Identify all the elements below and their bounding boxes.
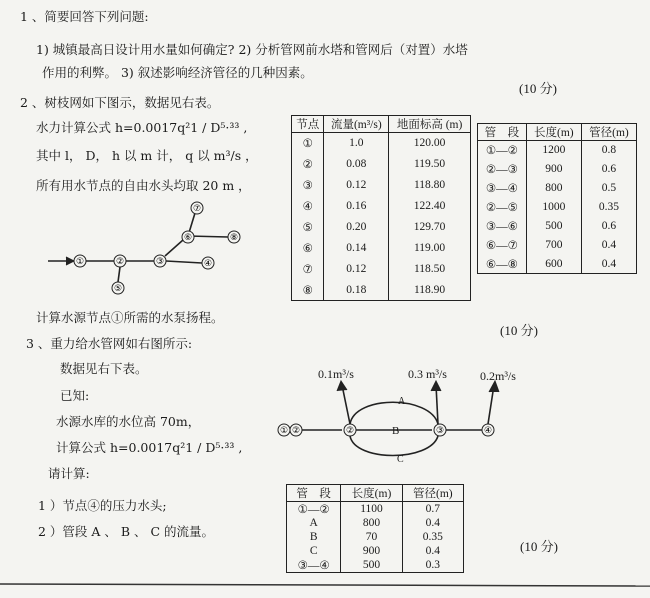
q3-loop-diagram <box>302 381 499 456</box>
table-cell: ② <box>292 154 324 175</box>
q2-node-4-label: ④ <box>203 259 213 269</box>
table-cell: 1.0 <box>324 133 389 154</box>
table-cell: ①—② <box>287 502 341 517</box>
table-cell: 0.6 <box>581 160 636 179</box>
table-cell: 0.20 <box>324 217 389 238</box>
table-header-cell: 管径(m) <box>402 485 463 502</box>
q2-node-3-label: ③ <box>155 257 165 267</box>
q2-score: (10 分) <box>500 323 538 338</box>
q3-node-1-label: ① <box>279 426 289 436</box>
table-cell: 118.50 <box>389 259 471 280</box>
q2-tree-diagram <box>48 213 228 282</box>
q2-node-1-label: ① <box>75 257 85 267</box>
q2-task: 计算水源节点①所需的水泵扬程。 <box>36 310 224 325</box>
pipe-3-4 <box>166 261 202 263</box>
table-cell: B <box>287 530 341 544</box>
q3-node-4-label: ④ <box>483 426 493 436</box>
q3-task1: 1 ）节点④的压力水头; <box>38 498 167 513</box>
table-cell: 119.50 <box>389 154 471 175</box>
q3-data-note: 数据见右下表。 <box>60 361 148 376</box>
q1-title: 1 、简要回答下列问题: <box>20 9 149 24</box>
pipe-a <box>350 402 438 424</box>
table-cell: 500 <box>341 558 402 573</box>
q2-units: 其中 l， D， h 以 m 计， q 以 m³/s ， <box>36 148 258 163</box>
q2-node-7-label: ⑦ <box>192 204 202 214</box>
table-cell: ③—④ <box>287 558 341 573</box>
table-cell: 119.00 <box>389 238 471 259</box>
q3-node-3-label: ③ <box>435 426 445 436</box>
table-cell: 800 <box>526 179 581 198</box>
q3-flow-2: 0.3 m³/s <box>408 367 447 381</box>
table-cell: 0.8 <box>581 141 636 160</box>
table-header-cell: 长度(m) <box>341 485 402 502</box>
table-cell: ③—④ <box>478 179 527 198</box>
q2-node-5-label: ⑤ <box>113 284 123 294</box>
q3-flow-1: 0.1m³/s <box>318 367 354 381</box>
table-cell: 0.12 <box>324 175 389 196</box>
table-cell: 0.08 <box>324 154 389 175</box>
q3-label-c: C <box>397 454 404 465</box>
pipe-c <box>350 436 438 456</box>
table-cell: 129.70 <box>389 217 471 238</box>
table-cell: ⑥—⑦ <box>478 236 527 255</box>
q1-text-line1: 1) 城镇最高日设计用水量如何确定? 2) 分析管网前水塔和管网后（对置）水塔 <box>36 42 468 57</box>
table-cell: ⑤ <box>292 217 324 238</box>
table-header-cell: 管 段 <box>478 124 527 141</box>
table-cell: 500 <box>526 217 581 236</box>
table-cell: 120.00 <box>389 133 471 154</box>
table-cell: 0.16 <box>324 196 389 217</box>
table-cell: 0.3 <box>402 558 463 573</box>
q3-label-a: A <box>398 396 406 407</box>
table-cell: 0.35 <box>402 530 463 544</box>
table-cell: 0.4 <box>581 236 636 255</box>
table-cell: 900 <box>341 544 402 558</box>
table-cell: 118.80 <box>389 175 471 196</box>
table-cell: 1100 <box>341 502 402 517</box>
table-header-cell: 流量(m³/s) <box>324 116 389 133</box>
table-cell: A <box>287 516 341 530</box>
table-cell: 600 <box>526 255 581 274</box>
table-cell: 0.7 <box>402 502 463 517</box>
table-cell: 0.4 <box>402 544 463 558</box>
q2-node-2-label: ② <box>115 257 125 267</box>
table-cell: ⑧ <box>292 280 324 301</box>
table-cell: 0.18 <box>324 280 389 301</box>
q3-node-2-marker-label: ② <box>291 426 301 436</box>
table-cell: 700 <box>526 236 581 255</box>
q3-compute-label: 请计算: <box>48 466 90 481</box>
table-header-cell: 长度(m) <box>526 124 581 141</box>
table-cell: ③—⑥ <box>478 217 527 236</box>
q1-score: (10 分) <box>519 81 557 96</box>
table-cell: 1000 <box>526 198 581 217</box>
table-cell: ①—② <box>478 141 527 160</box>
q3-known: 已知: <box>60 388 90 403</box>
q2-node-8-label: ⑧ <box>229 233 239 243</box>
table-cell: 0.5 <box>581 179 636 198</box>
table-header-cell: 节点 <box>292 116 324 133</box>
table-cell: 1200 <box>526 141 581 160</box>
table-cell: C <box>287 544 341 558</box>
q3-task2: 2 ）管段 A 、 B 、 C 的流量。 <box>38 524 215 539</box>
q3-label-b: B <box>392 425 400 437</box>
q2-formula: 水力计算公式 h=0.0017q²1 / D⁵·³³ , <box>36 120 248 135</box>
q3-node-2-label: ② <box>345 426 355 436</box>
q3-reservoir-level: 水源水库的水位高 70m， <box>56 414 201 429</box>
q1-text-line2: 作用的利弊。 3) 叙述影响经济管径的几种因素。 <box>42 65 313 80</box>
demand-arrow-2 <box>342 385 350 424</box>
table-cell: 0.14 <box>324 238 389 259</box>
pipe-3-6 <box>165 240 183 256</box>
table-cell: ① <box>292 133 324 154</box>
table-cell: 0.6 <box>581 217 636 236</box>
q3-title: 3 、重力给水管网如右图所示: <box>26 336 193 351</box>
q2-node-6-label: ⑥ <box>183 233 193 243</box>
q3-formula: 计算公式 h=0.0017q²1 / D⁵·³³ , <box>56 440 243 455</box>
q2-node-markers <box>74 202 240 294</box>
table-cell: 0.4 <box>581 255 636 274</box>
table-cell: 122.40 <box>389 196 471 217</box>
table-cell: 0.35 <box>581 198 636 217</box>
table-cell: 900 <box>526 160 581 179</box>
page-bottom-rule <box>0 584 650 586</box>
inflow-arrow <box>66 257 74 265</box>
table-cell: ②—⑤ <box>478 198 527 217</box>
table-cell: ⑥ <box>292 238 324 259</box>
table-cell: ⑥—⑧ <box>478 255 527 274</box>
table-header-cell: 管径(m) <box>581 124 636 141</box>
q2-title: 2 、树枝网如下图示，数据见右表。 <box>20 95 220 110</box>
pipe-2-5 <box>118 267 120 282</box>
table-cell: 118.90 <box>389 280 471 301</box>
q3-flow-3: 0.2m³/s <box>480 369 516 383</box>
table-cell: 70 <box>341 530 402 544</box>
table-cell: ②—③ <box>478 160 527 179</box>
table-cell: 0.4 <box>402 516 463 530</box>
table-cell: ③ <box>292 175 324 196</box>
q3-score: (10 分) <box>520 539 558 554</box>
q2-free-head: 所有用水节点的自由水头均取 20 m ， <box>36 178 251 193</box>
table-cell: 0.12 <box>324 259 389 280</box>
table-header-cell: 地面标高 (m) <box>389 116 471 133</box>
table-cell: ④ <box>292 196 324 217</box>
table-cell: ⑦ <box>292 259 324 280</box>
table-cell: 800 <box>341 516 402 530</box>
table-header-cell: 管 段 <box>287 485 341 502</box>
